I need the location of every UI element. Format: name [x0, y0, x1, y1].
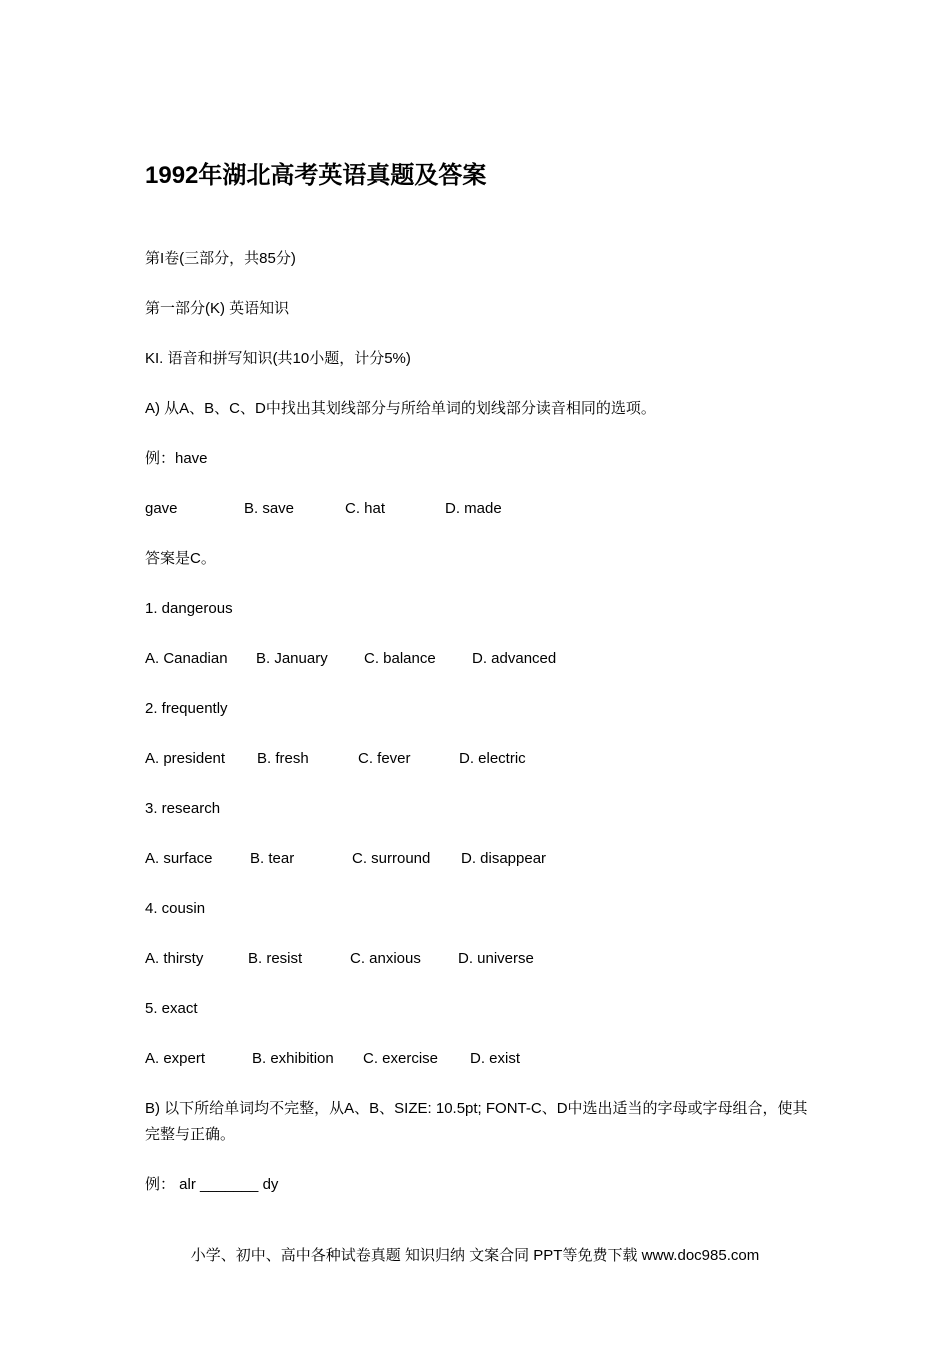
page-footer: 小学、初中、高中各种试卷真题 知识归纳 文案合同 PPT等免费下载 www.doc985.com [190, 1247, 760, 1264]
option-a: gave [145, 500, 178, 517]
option-c: C. fever [358, 750, 411, 767]
example-answer: 答案是C。 [145, 550, 216, 567]
section-heading: 第一部分(K) 英语知识 [145, 300, 290, 317]
option-d: D. universe [458, 950, 534, 967]
question-options [145, 649, 845, 669]
option-d: D. exist [470, 1050, 521, 1067]
question-options [145, 949, 845, 969]
example-b: 例： alr _______ dy [145, 1176, 279, 1193]
paper-part-heading: 第I卷(三部分，共85分) [145, 250, 296, 267]
option-d: D. made [445, 500, 502, 517]
question-stem: 5. exact [145, 1000, 198, 1017]
question-stem: 2. frequently [145, 700, 228, 717]
question-stem: 4. cousin [145, 900, 206, 917]
option-b: B. exhibition [252, 1050, 334, 1067]
subsection-heading: KI. 语音和拼写知识(共10小题，计分5%) [145, 350, 411, 367]
option-b: B. fresh [257, 750, 309, 767]
instruction-a: A) 从A、B、C、D中找出其划线部分与所给单词的划线部分读音相同的选项。 [145, 400, 656, 417]
example-options [145, 499, 845, 519]
option-a: A. surface [145, 850, 213, 867]
question-stem: 3. research [145, 800, 221, 817]
option-a: A. thirsty [145, 950, 204, 967]
option-d: D. disappear [461, 850, 547, 867]
option-c: C. balance [364, 650, 436, 667]
option-c: C. exercise [363, 1050, 439, 1067]
option-a: A. Canadian [145, 650, 228, 667]
option-b: B. January [256, 650, 328, 667]
example-word: 例：have [145, 450, 208, 467]
question-options [145, 1049, 845, 1069]
option-b: B. resist [248, 950, 303, 967]
option-a: A. president [145, 750, 226, 767]
option-d: D. electric [459, 750, 526, 767]
question-options [145, 749, 845, 769]
option-d: D. advanced [472, 650, 557, 667]
option-b: B. save [244, 500, 295, 517]
option-b: B. tear [250, 850, 295, 867]
instruction-b: B) 以下所给单词均不完整，从A、B、SIZE: 10.5pt; FONT-C、D中选出适当的字母或字母组合，使其完整与正确。 [145, 1100, 808, 1143]
question-stem: 1. dangerous [145, 600, 233, 617]
option-a: A. expert [145, 1050, 206, 1067]
option-c: C. hat [345, 500, 386, 517]
option-c: C. anxious [350, 950, 421, 967]
page-title: 1992年湖北高考英语真题及答案 [145, 162, 487, 189]
option-c: C. surround [352, 850, 431, 867]
question-options [145, 849, 845, 869]
